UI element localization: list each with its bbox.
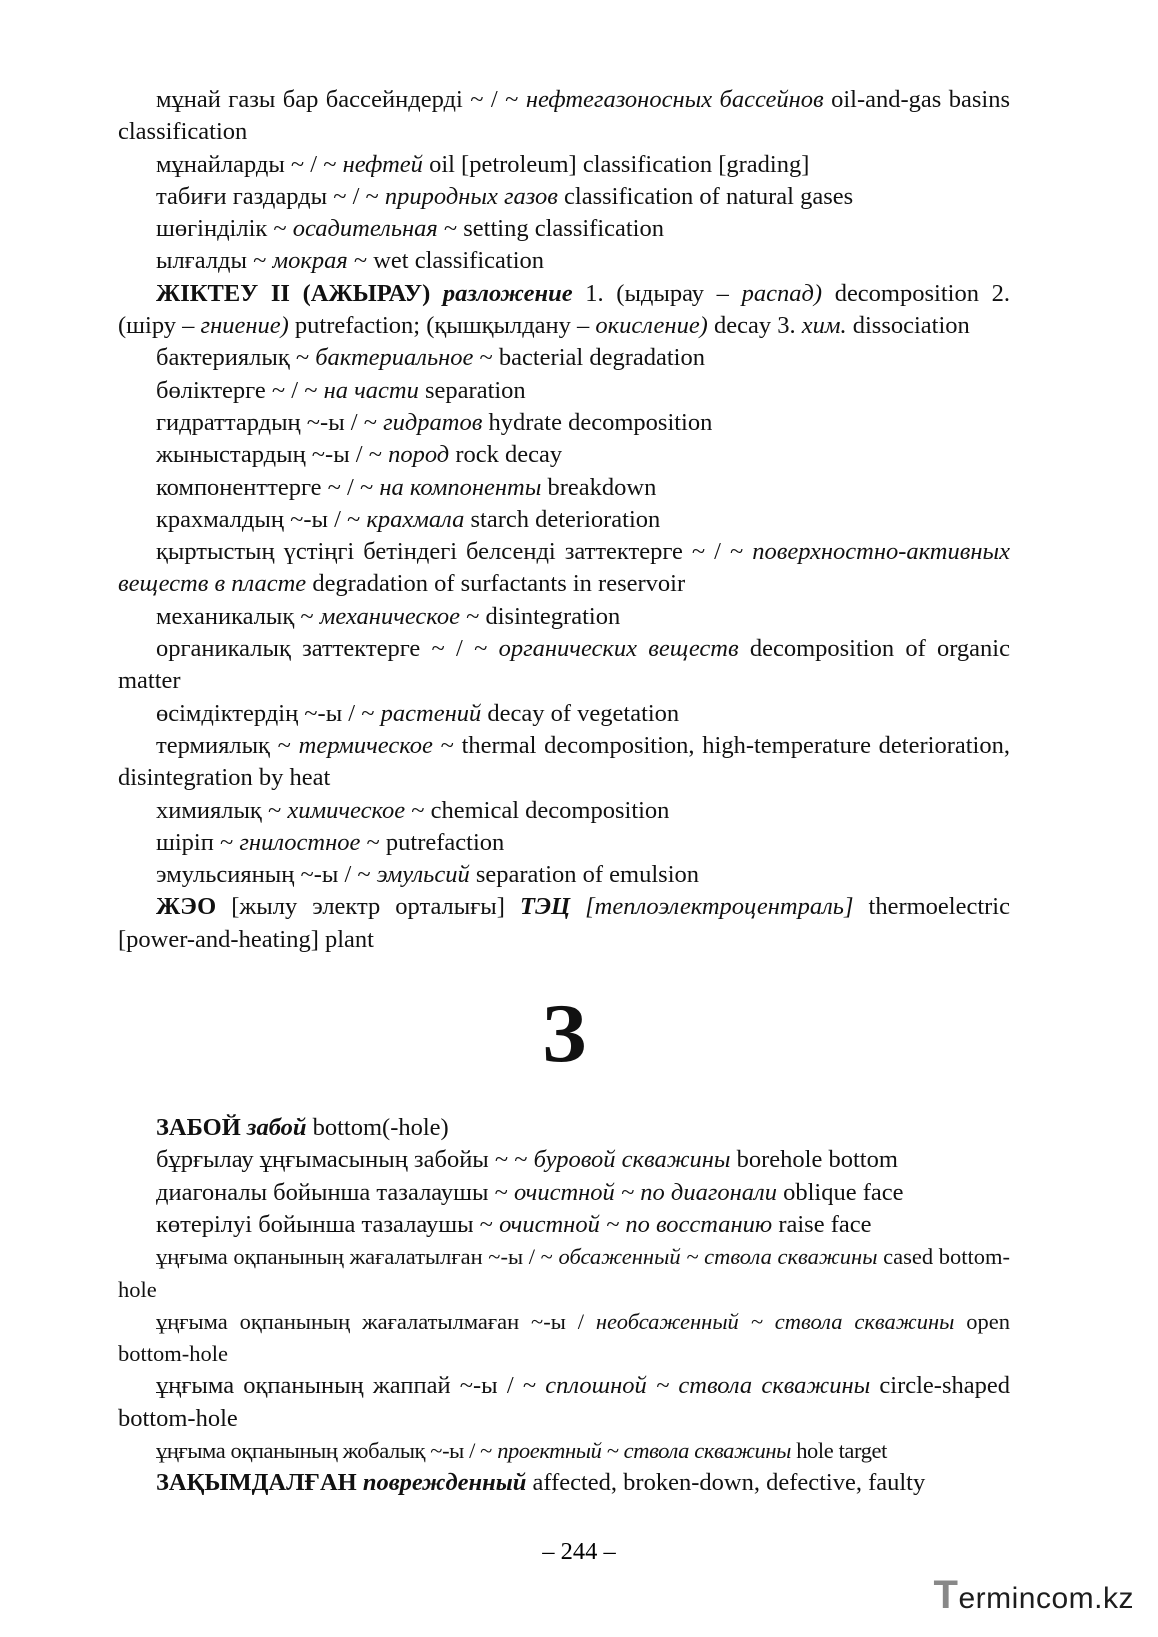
entry: химиялық ~ химическое ~ chemical decomposition — [156, 796, 670, 824]
entry: ұңғыма оқпанының жобалық ~-ы / ~ проектный ~ ствола скважины hole target — [156, 1437, 887, 1463]
entry: қыртыстың үстіңгі бетіндегі белсенді заттектерге ~ / ~ поверхностно-активных веществ в пласте degradation of surfactants in reservoir — [118, 538, 1010, 598]
headword-ru: разложение — [442, 279, 573, 307]
headword-entry: ЗАБОЙ забой bottom(-hole) — [156, 1114, 449, 1142]
headword-ru: ТЭЦ — [519, 893, 571, 921]
headword-ru: поврежденный — [362, 1469, 527, 1497]
entry: эмульсияның ~-ы / ~ эмульсий separation of emulsion — [156, 861, 699, 889]
entry: механикалық ~ механическое ~ disintegration — [156, 602, 621, 630]
page-number: – 244 – — [542, 1538, 616, 1565]
entry: ылғалды ~ мокрая ~ wet classification — [156, 247, 544, 275]
headword: ЗАҚЫМДАЛҒАН — [156, 1469, 357, 1497]
entry: ұңғыма оқпанының жағалатылған ~-ы / ~ обсаженный ~ ствола скважины cased bottom-hole — [118, 1244, 1011, 1302]
headword: ЖЭО — [156, 893, 217, 921]
entry: жыныстардың ~-ы / ~ пород rock decay — [156, 441, 563, 469]
entry: шіріп ~ гнилостное ~ putrefaction — [156, 828, 505, 856]
headword-entry: ЖЭО [жылу электр орталығы] ТЭЦ [теплоэлектроцентраль] thermoelectric [power-and-heating] plant — [118, 893, 1010, 953]
entry: бұрғылау ұңғымасының забойы ~ ~ буровой скважины borehole bottom — [156, 1146, 898, 1174]
entry: мұнайларды ~ / ~ нефтей oil [petroleum] classification [grading] — [156, 150, 810, 178]
watermark-logo: Termincom.kz — [933, 1573, 1134, 1617]
headword-entry: ЖІКТЕУ II (АЖЫРАУ) разложение 1. (ыдырау – распад) decomposition 2. (шіру – гниение) putrefaction; (қышқылдану – окисление) decay 3. хим. dissociation — [118, 279, 1010, 340]
entry: органикалық заттектерге ~ / ~ органических веществ decomposition of organic matter — [118, 635, 1010, 695]
entry: крахмалдың ~-ы / ~ крахмала starch deterioration — [156, 505, 661, 533]
entry: диагоналы бойынша тазалаушы ~ очистной ~ по диагонали oblique face — [156, 1178, 904, 1206]
section-letter: З — [541, 987, 587, 1081]
entry: ұңғыма оқпанының жағалатылмаған ~-ы / необсаженный ~ ствола скважины open bottom-hole — [118, 1308, 1010, 1367]
entry: термиялық ~ термическое ~ thermal decomposition, high-temperature deterioration, disintegration by heat — [118, 731, 1010, 792]
entry: компоненттерге ~ / ~ на компоненты breakdown — [156, 473, 657, 501]
entry: бөліктерге ~ / ~ на части separation — [156, 376, 526, 404]
headword-entry: ЗАҚЫМДАЛҒАН поврежденный affected, broken-down, defective, faulty — [156, 1469, 926, 1497]
entry: ұңғыма оқпанының жаппай ~-ы / ~ сплошной ~ ствола скважины circle-shaped bottom-hole — [118, 1372, 1010, 1432]
entry: табиғи газдарды ~ / ~ природных газов classification of natural gases — [156, 182, 854, 210]
headword: ЖІКТЕУ II (АЖЫРАУ) — [156, 279, 431, 307]
entry: өсімдіктердің ~-ы / ~ растений decay of vegetation — [156, 699, 680, 727]
entry: бактериялық ~ бактериальное ~ bacterial degradation — [156, 344, 705, 372]
entry: шөгінділік ~ осадительная ~ setting classification — [156, 215, 664, 243]
entry: гидраттардың ~-ы / ~ гидратов hydrate decomposition — [156, 408, 713, 436]
entry: көтерілуі бойынша тазалаушы ~ очистной ~ по восстанию raise face — [156, 1210, 872, 1238]
dictionary-page — [118, 84, 1010, 1500]
entry: мұнай газы бар бассейндерді ~ / ~ нефтегазоносных бассейнов oil-and-gas basins classification — [118, 86, 1010, 146]
headword-ru: забой — [246, 1114, 307, 1142]
headword: ЗАБОЙ — [156, 1114, 241, 1142]
